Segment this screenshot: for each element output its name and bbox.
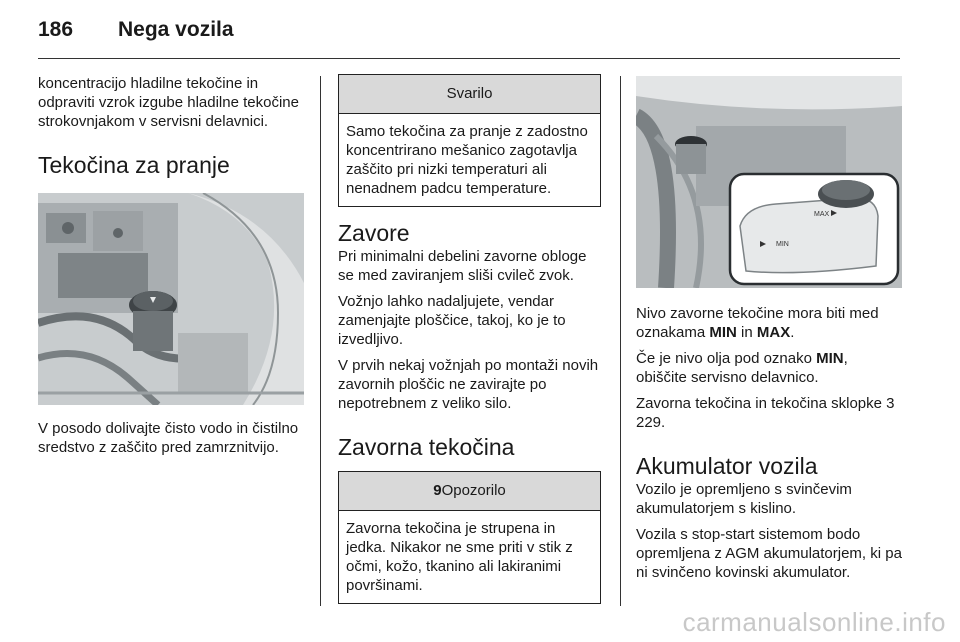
column-1 xyxy=(38,74,304,464)
battery-paragraph-2: Vozila s stop-start sistemom bodo opremljena z AGM akumulatorjem, ki pa ni svinčeno kovinski akumulator. xyxy=(636,526,902,581)
caution-text: Samo tekočina za pranje z zadostno koncentrirano mešanico zagotavlja zaščito pri nizki temperaturi ali nenadnem padcu temperature. xyxy=(346,123,588,197)
washer-fluid-illustration xyxy=(38,193,304,405)
washer-fluid-image xyxy=(38,193,304,405)
column-3 xyxy=(636,74,902,589)
page-number: 186 xyxy=(38,18,74,41)
column-divider-right xyxy=(620,76,621,606)
header-rule xyxy=(38,58,900,59)
brakes-paragraph-3: V prvih nekaj vožnjah po montaži novih zavornih ploščic ne zavirajte po nepotrebnem z veliko silo. xyxy=(338,357,599,412)
low-level-text: Če je nivo olja pod oznako MIN, obiščite servisno delavnico. xyxy=(636,350,848,386)
brake-fluid-heading: Zavorna tekočina xyxy=(338,434,515,460)
washer-fluid-heading: Tekočina za pranje xyxy=(38,152,230,178)
caution-box xyxy=(338,74,601,207)
cross-reference-text: Zavorna tekočina in tekočina sklopke 3 229. xyxy=(636,395,895,431)
warning-box xyxy=(338,471,601,604)
brakes-paragraph-1: Pri minimalni debelini zavorne obloge se med zaviranjem sliši cvileč zvok. xyxy=(338,248,587,284)
washer-fluid-caption: V posodo dolivajte čisto vodo in čistilno sredstvo z zaščito pred zamrznitvijo. xyxy=(38,420,299,456)
battery-paragraph-1: Vozilo je opremljeno s svinčevim akumulatorjem s kislino. xyxy=(636,481,852,517)
battery-heading: Akumulator vozila xyxy=(636,453,818,479)
max-mark-label: MAX xyxy=(814,211,830,218)
warning-title: Opozorilo xyxy=(441,482,506,499)
coolant-text: koncentracijo hladilne tekočine in odpraviti vzrok izgube hladilne tekočine strokovnjakom v servisni delavnici. xyxy=(38,75,299,130)
level-text: Nivo zavorne tekočine mora biti med oznakama MIN in MAX. xyxy=(636,305,879,341)
page-reference-icon: 3 xyxy=(886,395,895,412)
brake-fluid-image xyxy=(636,76,902,288)
warning-header xyxy=(339,472,600,511)
brakes-heading: Zavore xyxy=(338,220,410,246)
column-2 xyxy=(338,74,604,604)
brakes-paragraph-2: Vožnjo lahko nadaljujete, vendar zamenjajte ploščice, takoj, ko je to izvedljivo. xyxy=(338,293,566,348)
warning-text: Zavorna tekočina je strupena in jedka. Nikakor ne sme priti v stik z očmi, kožo, tkanino ali lakiranimi površinami. xyxy=(346,520,573,594)
column-divider-left xyxy=(320,76,321,606)
watermark: carmanualsonline.info xyxy=(682,607,946,637)
min-label-2: MIN xyxy=(816,350,844,367)
max-label: MAX xyxy=(756,324,791,341)
caution-title: Svarilo xyxy=(339,75,600,114)
min-label: MIN xyxy=(709,324,737,341)
brake-fluid-illustration xyxy=(636,76,902,288)
min-mark-label: MIN xyxy=(776,241,789,248)
page-title: Nega vozila xyxy=(118,18,234,41)
warning-triangle-icon: 9 xyxy=(433,482,442,499)
